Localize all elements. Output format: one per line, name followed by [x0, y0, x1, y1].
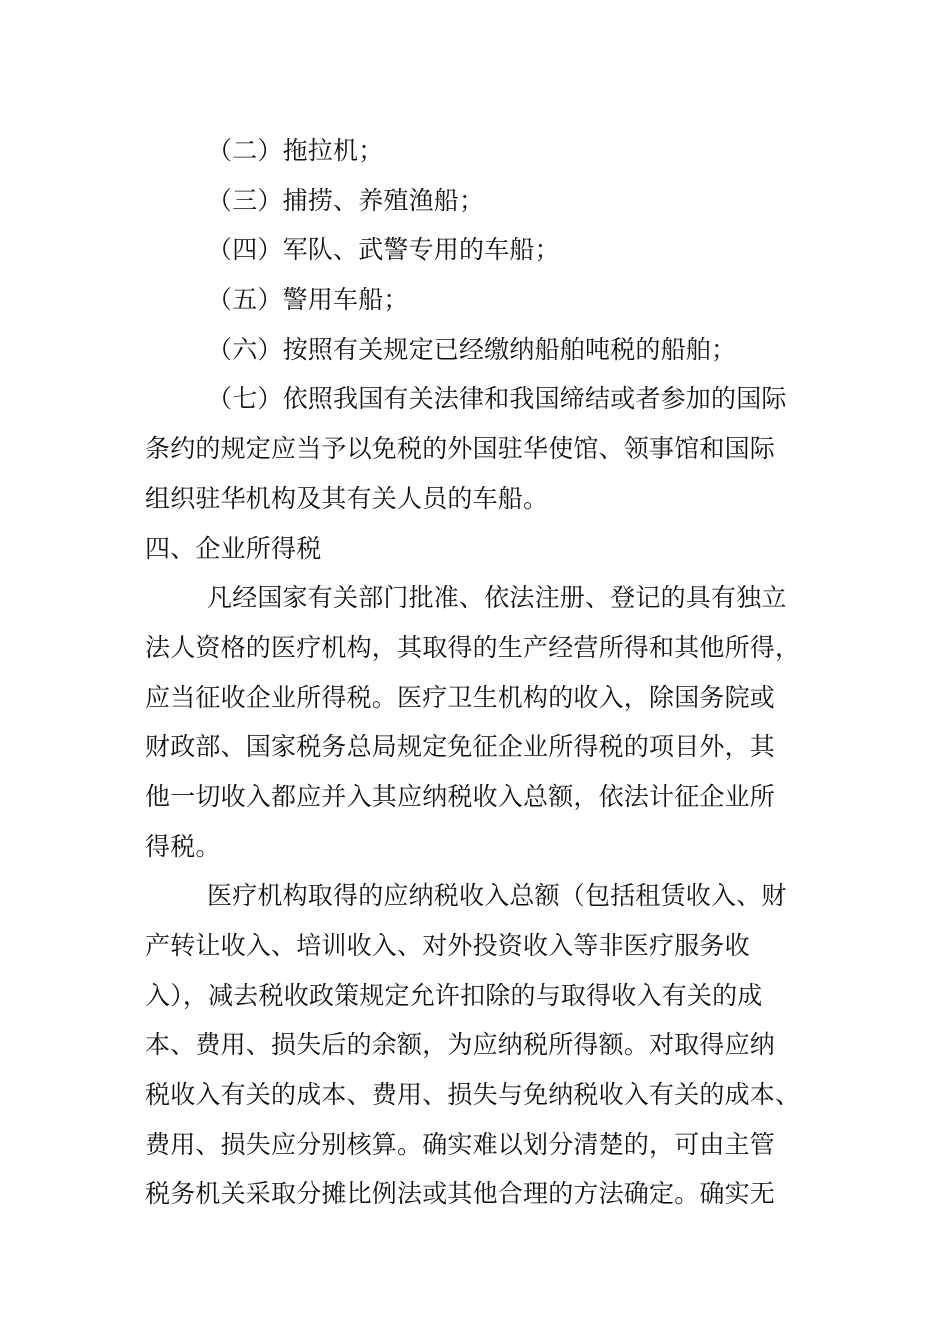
text-line: 费用、损失应分别核算。确实难以划分清楚的，可由主管	[145, 1129, 776, 1159]
text-line: 本、费用、损失后的余额，为应纳税所得额。对取得应纳	[145, 1030, 776, 1060]
text-line: （五）警用车船；	[207, 285, 409, 315]
text-line: 法人资格的医疗机构，其取得的生产经营所得和其他所得，	[145, 632, 801, 662]
text-line: （四）军队、武警专用的车船；	[207, 235, 560, 265]
text-line: 他一切收入都应并入其应纳税收入总额，依法计征企业所	[145, 781, 776, 811]
text-line: 入），减去税收政策规定允许扣除的与取得收入有关的成	[145, 980, 763, 1010]
text-line: 财政部、国家税务总局规定免征企业所得税的项目外，其	[145, 732, 776, 762]
text-line: （三）捕捞、养殖渔船；	[207, 185, 485, 215]
text-line: 税务机关采取分摊比例法或其他合理的方法确定。确实无	[145, 1179, 776, 1209]
document-body	[145, 126, 805, 1219]
text-line: 凡经国家有关部门批准、依法注册、登记的具有独立	[207, 583, 787, 613]
text-line: 组织驻华机构及其有关人员的车船。	[145, 483, 549, 513]
text-line: 医疗机构取得的应纳税收入总额（包括租赁收入、财	[207, 881, 787, 911]
section-heading: 四、企业所得税	[145, 533, 322, 563]
text-line: （七）依照我国有关法律和我国缔结或者参加的国际	[207, 384, 787, 414]
text-line: 应当征收企业所得税。医疗卫生机构的收入，除国务院或	[145, 682, 776, 712]
text-line: 得税。	[145, 831, 221, 861]
text-line: （六）按照有关规定已经缴纳船舶吨税的船舶；	[207, 334, 737, 364]
text-line: 产转让收入、培训收入、对外投资收入等非医疗服务收	[145, 931, 750, 960]
text-line: （二）拖拉机；	[207, 136, 384, 165]
text-line: 条约的规定应当予以免税的外国驻华使馆、领事馆和国际	[145, 434, 776, 464]
text-line: 税收入有关的成本、费用、损失与免纳税收入有关的成本、	[145, 1080, 801, 1110]
